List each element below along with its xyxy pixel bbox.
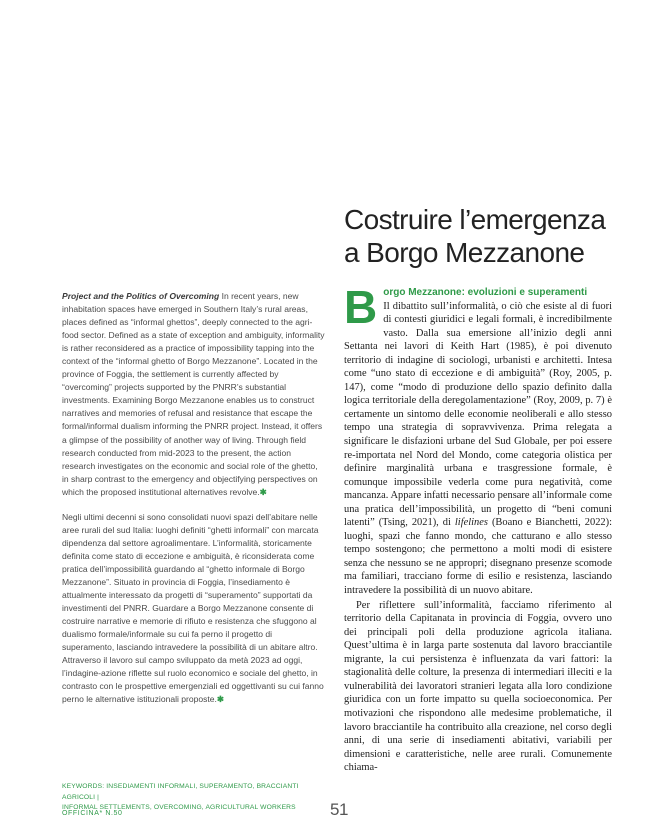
- end-mark-icon: ✱: [259, 486, 267, 497]
- abstract-italian: [62, 511, 326, 707]
- keywords-line-2: INFORMAL SETTLEMENTS, OVERCOMING, AGRICULTURAL WORKERS: [62, 804, 296, 811]
- abstract-english-text: In recent years, new inhabitation spaces have emerged in Southern Italy’s rural areas, places defined as “informal ghettos”, deeply connected to the agri-food sector. Defined as a state of exception and ambiguity, informality is rather reconsidered as a practice of impossibility tapping into the context of the “informal ghetto of Borgo Mezzanone”. Located in the province of Foggia, the settlement is currently affected by “overcoming” projects supported by the PNRR’s substantial investments. Examining Borgo Mezzanone enables us to construct narratives and memories of refusal and resistance that escape the formal/informal dualism informing the PNRR project. Instead, it offers a glimpse of the possibility of another way of living. Through field research conducted from mid-2023 to the present, the action research investigates on the economic and social role of the ghetto, in sharp contrast to the emergency and objectifying perspectives on which the proposed institutional alternatives revolve.: [62, 291, 325, 497]
- article-title: [344, 203, 634, 269]
- drop-cap: B: [344, 281, 378, 333]
- article-body: [344, 281, 613, 775]
- keywords-line-1: KEYWORDS: INSEDIAMENTI INFORMALI, SUPERAMENTO, BRACCIANTI AGRICOLI |: [62, 783, 299, 801]
- section-title: orgo Mezzanone: evoluzioni e superamenti: [383, 287, 588, 298]
- title-line-2: a Borgo Mezzanone: [344, 237, 585, 268]
- abstract-italian-text: Negli ultimi decenni si sono consolidati nuovi spazi dell’abitare nelle aree rurali del sud Italia: luoghi definiti “ghetti informali” con marcata dipendenza dal settore agroalimentare. L’informalità, storicamente definita come stato di eccezione e ambiguità, è riconsiderata come pratica dell’impossibilità guardando al “ghetto informale di Borgo Mezzanone”. Situato in provincia di Foggia, l’insediamento è attualmente interessato da progetti di “superamento” supportati da investimenti del PNRR. Guardare a Borgo Mezzanone consente di costruire narrative e memorie di rifiuto e resistenza che sfuggono al dualismo formale/informale su cui fa perno il progetto di superamento, lasciando intravedere la possibilità di un abitare altro. Attraverso il lavoro sul campo sviluppato da metà 2023 ad oggi, l’indagine-azione riflette sul ruolo economico e sociale del ghetto, in contrasto con le prospettive emergenziali ed oggettivanti su cui fanno perno le alternative istituzionali proposte.: [62, 511, 324, 705]
- keywords: [62, 782, 332, 814]
- magazine-name: OFFICINA* N.50: [62, 810, 123, 817]
- abstract-column: [62, 290, 326, 706]
- body-italic-term: lifelines: [454, 517, 488, 529]
- abstract-heading: Project and the Politics of Overcoming: [62, 291, 220, 301]
- title-line-1: Costruire l’emergenza: [344, 204, 606, 235]
- body-paragraph-1: [344, 300, 612, 598]
- page-number: 51: [330, 800, 348, 819]
- end-mark-icon: ✱: [216, 694, 225, 705]
- abstract-english: [62, 290, 326, 499]
- body-paragraph-2: Per riflettere sull’informalità, facciamo riferimento al territorio della Capitanata in provincia di Foggia, ovvero uno dei principali poli della produzione agricola italiana. Quest’ultima è in larga parte sostenuta dal lavoro bracciantile migrante, la cui persistenza è influenzata da vari fattori: la stagionalità delle colture, la presenza di intermediari illeciti e la vulnerabilità dei lavoratori stranieri legata alla loro condizione giuridica con un forte impatto su quella socioeconomica. Per motivazioni che rispondono alle medesime problematiche, il lavoro bracciantile ha contribuito alla creazione, nel corso degli anni, di una serie di insediamenti abitativi, variabili per dimensioni e caratteristiche, nelle aree rurali. Comunemente chiama-: [344, 599, 612, 774]
- body-paragraph-1-part-a: Il dibattito sull’informalità, o ciò che esiste al di fuori di contesti giuridici e legali formali, è incredibilmente vasto. Dalla sua emersione all’inizio degli anni Settanta nei lavori di Keith Hart (1985), è poi divenuto territorio di indagine di sociologi, urbanisti e architetti. Intesa come “uno stato di eccezione e di ambiguità” (Roy, 2005, p. 147), come “modo di produzione dello spazio definito dalla logica territoriale della deregolamentazione” (Roy, 2009, p. 7) è certamente un sintomo delle economie neoliberali e allo stesso tempo una strategia di sopravvivenza. Prima relegata a significare le disfazioni urbane del Sud Globale, per poi essere re-importata nel Nord del Mondo, come categoria olistica per definire marginalità urbana e trasgressione formale, è comunque impossibile vederla come pura negatività, come mancanza. Appare infatti necessario pensare all’informale come una pratica dell’impossibilità, un progetto di “beni comuni latenti” (Tsing, 2021), di: [344, 300, 612, 529]
- body-paragraph-1-part-b: (Boano e Bianchetti, 2022): luoghi, spazi che fanno mondo, che catturano e allo stesso tempo sostengono; che permettono a molti modi di esistere senza che nessuno se ne appropri; disegnano presenze scomode ma familiari, tracciano forme di esilio e resistenza, lasciando intravedere la possibilità di un nuovo abitare.: [344, 517, 613, 597]
